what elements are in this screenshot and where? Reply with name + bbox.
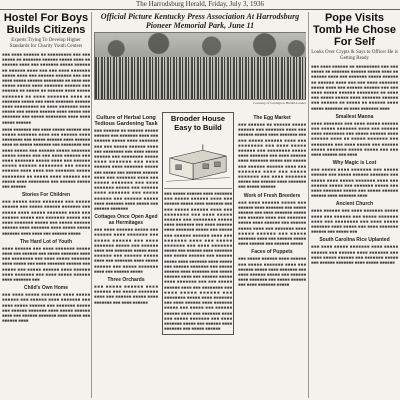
left-column [2, 12, 90, 398]
col3-subhead: Faces of Puppets [251, 249, 293, 256]
body-text-block: ■■■ ■■■■■ ■■■■ ■■■■■■■ ■■■ ■■■■■ ■■■■■■ ■■■ ■■■■■ ■■■■■■ ■■■■■■■ ■■■ ■■■■■ ■■■■ ■■■■■ ■■■■■■■ ■■■■ ■■■ ■■■■■■ ■■■■■ ■■■ ■■■■■■■ ■■■■■ ■■■ ■■■■ ■■■■■■■ ■■■■■ ■■■ ■■■■■ ■■■■■■ ■■■■■■ ■■■■ ■■■■■■■ ■■■■ [311, 167, 398, 199]
body-text-block: ■■■ ■■■■■■ ■■ ■■■■■■ ■■■■■ ■■■■■■ ■■■ ■■■■■■■ ■■■■ ■■■ ■■■■■■ ■■■■■ ■■■■ ■■■■■■■ ■■■ ■■■ ■■■■■ ■■■■■■ ■■■■ ■■■ ■■■■■■■■ ■■■ ■■■■ ■■■■■ ■■■■■■ ■■■ ■■■■■■■■ ■■■■■ ■■■■ ■■■■■■■ ■■■ ■■■■ ■■■■■■ ■■■■ ■■■■■■■ ■■■■■ ■■■ ■■■■■ ■■■ ■■■■■■ ■■■■■■ ■■■■ ■■■ ■■■■■■■ ■■■■ ■■■ ■■■■■ ■■■■■■■ ■■■ ■■■■ ■■■■■■■ ■■■■■ ■■■ ■■■■■■ ■■■■ ■■■■■■■ ■■■ ■■■■■ ■■■■■■ ■■■ ■■■■■■ ■■■■■ ■■■■ ■■■■■■■ ■■■■ ■■■■■ ■■■ ■■■■■■ ■■■■■■■ [94, 128, 158, 212]
right-headline: Pope Visits Tomb He Chose For Self [313, 12, 396, 48]
photo-crowd [95, 57, 306, 99]
body-text-block: ■■■ ■■■■ ■■■■■ ■■■■■■■ ■■■■ ■■■■■ ■■■■■■ ■■■ ■■■■■■ ■■■■ ■■■■■■■ ■■■ ■■■■ ■■■■■ ■■■■■■ ■■■ ■■■■■■■ ■■■■■ ■■■ ■■■■■■ ■■■■■■■ ■■■■ ■■■■■ ■■■■■■ ■■■■ ■■■ ■■■■■■ ■■■■■■■ ■■■■ ■■■■■ ■■■ ■■■■■■ ■■■■ [2, 292, 90, 324]
body-text-block: ■■■ ■■■■■■ ■■ ■■■■■■ ■■■■■ ■■■■■■ ■■■ ■■■■■■■ ■■■■ ■■■ ■■■■■■ ■■■■■ ■■■■ ■■■■■■■ ■■■ ■■■ ■■■■■ ■■■■■■ ■■■■ ■■■ ■■■■■■■■ ■■■ ■■■■ ■■■■■ ■■■■■■ ■■■ ■■■■■■■■ ■■■■■ ■■■■ ■■■■■■■ ■■■ ■■■■ ■■■■■■ ■■■■ ■■■■■■■ ■■■■■ ■■■ ■■■■■ ■■■ ■■■■■■ ■■■■■■ ■■■■ ■■■ ■■■■■■■ ■■■■ ■■■ ■■■■■ ■■■■■■■ ■■■ ■■■■ ■■■■■■■ ■■■■■ ■■■ ■■■■■■ ■■■■ ■■■■■■■ ■■■ ■■■■■ ■■■■■■ [238, 122, 306, 190]
col1-headline: Culture of Herbal Long Tedious Gardening Task [94, 115, 158, 127]
box-divider [164, 188, 232, 189]
body-text-block: ■■■ ■■■■ ■■■■■■ ■■ ■■■■■■■■■ ■■■ ■■■ ■■■■■ ■■ ■■■■■■■ ■■■■■■ ■■■■■ ■■■■ ■■ ■■■■■■ ■■■■ ■■■ ■■■■■■■ ■■■■■ ■■■■■■ ■■ ■■■■■■ ■■■■ ■■■ ■■■ ■■■■ ■■■■■■■ ■■■■■ ■■■■ ■■■ ■■■■■■ ■■■■■■ ■■■ ■■■ ■■■■ ■■■■■ ■■■■■■ ■■■■■■■■ ■■ ■■■■ ■■■ ■■■■■ ■■■■■ ■■■■ ■■■■■■■ ■■■■■■ ■■■ ■■■■■■ ■■ ■■■■■ ■■ ■■■■■■ ■■■■ ■■■■■ ■■■■■■■ ■■ ■■■■ ■■■■■■■ ■■■■ [311, 64, 398, 111]
right-subhead: South Carolina Rice Uplanted [319, 237, 390, 244]
body-text-block: ■■■ ■■■■ ■■■■■■ ■■ ■■■■■■■■■ ■■■ ■■■ ■■■■■ ■■ ■■■■■■■ ■■■■■■ ■■■■■ ■■■■ ■■ ■■■■■■ ■■■■ ■■■ ■■■■■■■ ■■■■■ ■■■■■■ ■■ ■■■■■■ ■■■■ ■■■ ■■■ ■■■■ ■■■■■■■ ■■■■■ ■■■■ ■■■ ■■■■■■ ■■■■■■ ■■■ ■■■ ■■■■ ■■■■■ ■■■■■■ ■■■■■■■■ ■■ ■■■■ ■■■ ■■■■■ ■■■■■ ■■■■ ■■■■■■■ ■■■■■■ ■■■ ■■■■■■ ■■ ■■■■■ ■■ ■■■■■■ ■■■■ ■■■■■ ■■■■■■■ ■■ ■■■■ ■■■■■■■ ■■■■ ■■ ■■■■■■■ ■■■■■ ■■■ ■■■■ ■■■■■■■ ■■■■■■ ■■■■ ■■■■■■■■■ ■■ ■■■■ ■■■■■■■ ■■■■ ■■■■■ ■■■ ■■■■■ ■■■■■■ ■■■■ ■■■■■ ■■■ ■■■■■■■ ■■■ ■■■■■ ■■■■■■■■ ■■■■ ■■■■ ■■■■■ ■■■■■■ [2, 52, 90, 125]
left-subhead: Child's Own Home [24, 285, 68, 292]
body-text-block: ■■■■ ■■■■■■ ■■■ ■■■■ ■■■■■■■ ■■■■■ ■■■■ ■■■ ■■■■■■ ■■■ ■■■■■ ■■■■■■■ ■■■■ ■■■ ■■■■■■■■ ■■■ ■■■■ ■■■■■ ■■■■■■■ ■■■■ ■■■■■ ■■■ ■■■■ ■■■■■■■ ■■■■■■ ■■■ ■■■■■ ■■■ ■■■■■ ■■■■■■ ■■■■ ■■■■■■ ■■■■ ■■■■■■■ ■■■ ■■■■ ■■■■■ ■■■■■■ ■■■■ ■■■■■■■ ■■■ [2, 245, 90, 282]
col1-subhead: Cottages Once Open Aged as Hermitages [94, 214, 158, 227]
center-col-3 [238, 112, 306, 398]
center-inner-columns [94, 112, 306, 398]
body-text-block: ■■■ ■■■■■ ■■■■ ■■■■■■■ ■■■ ■■■■■ ■■■■■■ ■■■ ■■■■■ ■■■■■■ ■■■■■■■ ■■■ ■■■■■ ■■■■ ■■■■■ ■■■■■■■ ■■■■ ■■■ ■■■■■■ ■■■■■ ■■■ ■■■■■■■ ■■■■■ ■■■ ■■■■ ■■■■■■■ ■■■■■ ■■■ ■■■■■ ■■■■■■ ■■■■■■ ■■■■ ■■■■■■■ ■■■■ ■■■■■ ■■■■■ ■■■■■■■ ■■■■ ■■■■ ■■■ ■■■■■■ ■■■■■ [2, 199, 90, 236]
masthead: The Harrodsburg Herald, Friday, July 3, 1936 [0, 0, 400, 10]
center-col-1 [94, 112, 158, 398]
body-text-block: ■■■ ■■■■■ ■■■■■■ ■■■■ ■■■■■■ ■■■ ■■■■■ ■■■■■■■ ■■■■ ■■■ ■■■■■■ ■■■■■ ■■■■ ■■■■■■■ ■■■ ■■■■ ■■■■■■ [94, 284, 158, 305]
body-text-block: ■■■ ■■■■ ■■■■■ ■■■■■■■ ■■■■ ■■■■■ ■■■■■■ ■■■ ■■■■■■ ■■■■ ■■■■■■■ ■■■ ■■■■ ■■■■■ ■■■■■■ ■■■ ■■■■■■■ ■■■■■ ■■■ ■■■■■■ ■■■■■■■ ■■■■ ■■■■■ ■■■■■■ [311, 244, 398, 266]
body-text-block: ■■■ ■■■■ ■■■■■■ ■■■■■ ■■■ ■■■■■■ ■■■■ ■■■■■■■ ■■■ ■■■■■ ■■■■■■ ■■■ ■■■■ ■■■■■■■ ■■■■■ ■■■ ■■■■■■ ■■■■ ■■■ ■■■■■■■ ■■■■■ ■■■■ ■■■■■■ ■■■ ■■■■■■ ■■■■■ ■■■■ ■■■ ■■■■■■■ ■■■■ ■■■■■ ■■■■■■ ■■■ ■■■■■ ■■■■■■■ ■■■■ ■■■ ■■■■■■ ■■■■■ ■■■■ ■■■■■■ ■■■ ■■■■■■ ■■■■■ [238, 199, 306, 247]
center-col-2 [162, 112, 234, 398]
right-subhead: Why Magic is Lost [332, 160, 377, 167]
column-rule [308, 12, 309, 398]
column-rule [91, 12, 92, 398]
col1-subhead: Three Orchards [107, 277, 145, 284]
photo-title: Official Picture Kentucky Press Association At Harrodsburg Pioneer Memorial Park, June 11 [100, 12, 300, 30]
col3-subhead: Work of Fresh Breeders [243, 192, 301, 199]
body-text-block: ■■■■ ■■■■■■■ ■■■ ■■■■ ■■■■■ ■■■■■■ ■■■ ■■■■■ ■■■■■■■ ■■■■ ■■■ ■■■■■■ ■■■■ ■■■■■■■■ ■■■ ■■■■■ ■■■■■■ ■■■■ ■■■■■■ ■■■■ ■■ ■■■■■ ■■■■■■■ ■■■ ■■■■■■■■ ■■■ ■■■■ ■■■■■ ■■■ ■■■■■■ ■■■■■ ■■■■■■■ ■■■■■ ■■■■■ ■■■ ■■■ ■■■■ ■■■■■■ ■■■ ■■■■ ■■■■■■■ ■■■■■ ■■■■ ■■■ ■■■■■■ ■■■■■ ■■■■■■ ■■■■■■■■ ■■■ ■■■■■ ■■■■■■ ■■■■ ■■■■ ■■■ ■■■■■■■ ■■■■■ ■■■■■■■■ ■■ ■■■■■ ■■■■ ■■■■■■ ■■■ ■■■■■ ■■■■ ■■■■■■■■ ■■■ ■■■■■■ ■■■■■ ■■■ ■■■■■■ [2, 126, 90, 190]
body-text-block: ■■■ ■■■■■ ■■■■■■ ■■■■ ■■■■■■ ■■■ ■■■■■ ■■■■■■■ ■■■■ ■■■ ■■■■■■ ■■■■■ ■■■■ ■■■■■■■ ■■■ ■■■■ ■■■■■■ ■■■■■ ■■■ ■■■■■■ ■■■■ ■■■■■■■ ■■■ ■■■■■ ■■■■■■ ■■■ ■■■■ ■■■■■■■ ■■■■■ [238, 256, 306, 288]
right-subhead: Ancient Church [335, 201, 374, 208]
body-text-block: ■■■■ ■■■■■■■ ■■■ ■■■■ ■■■■■ ■■■■■■ ■■■ ■■■■■ ■■■■■■■ ■■■■ ■■■ ■■■■■■ ■■■■ ■■■■■■■■ ■■■ ■■■■■ ■■■■■■ ■■■■ ■■■■■■ ■■■■ ■■ ■■■■■ ■■■■■■■ ■■■ ■■■■■■■■ ■■■ ■■■■ ■■■■■ ■■■ ■■■■■■ ■■■■■ ■■■■■■■ ■■■■■ ■■■■■ ■■■ ■■■ ■■■■ ■■■■■■ ■■■ ■■■■ [311, 120, 398, 158]
body-text-block: ■■■ ■■■■■ ■■■■■■ ■■■■ ■■■■■■■ ■■■ ■■■■■ ■■■■■■ ■■■■ ■■■ ■■■■■■ ■■■■■ ■■■■ ■■■■■■■ ■■■ ■■■ ■■■■■ ■■■■■■ ■■■■ ■■■ ■■■■■■■■ ■■■ ■■■■ ■■■■■ ■■■■■■ ■■■ ■■■■■■■■ ■■■■■ ■■■■ ■■■■■■■ ■■■ ■■■■ ■■■■■■ ■■■■ ■■■■■■■ ■■■■■ ■■■ ■■■■■ ■■■ ■■■■■■ ■■■■■■ ■■■■ ■■■ ■■■■■■■ ■■■■ ■■■ ■■■■■ ■■■■■■■ ■■■ ■■■■ ■■■■■■■ ■■■■■ ■■■ ■■■■■■ ■■■■ ■■■■■■■ ■■■ ■■■■■ ■■■■■■ ■■■ ■■■■■■ ■■■■■ ■■■■ ■■■■■■■ ■■■■ ■■■■■ ■■■ ■■■■■■ ■■■■■■■ ■■■ ■■■■■ ■■■■■■ ■■■■ ■■■■■■■ ■■■ ■■■■■ ■■■■■■ ■■■■ ■■■ ■■■■■■ ■■■■■ ■■■■ ■■■■■■■ ■■■ ■■■ ■■■■■ ■■■■■■ ■■■■ ■■■ ■■■■■■■■ ■■■ ■■■■ ■■■■■ ■■■■■■ ■■■ ■■■■■■■■ ■■■■■ ■■■■ ■■■■■■■ ■■■ ■■■■ ■■■■■■ ■■■■ ■■■■■■■ ■■■■■ ■■■ ■■■■■ ■■■ ■■■■■■ ■■■■■■ ■■■■ ■■■ ■■■■■■■ ■■■■ ■■■ ■■■■■ ■■■■■■■ ■■■ ■■■■ ■■■■■■■ ■■■■■ ■■■ ■■■■■■ ■■■■ ■■■■■■■ ■■■ ■■■■■ ■■■■■■ [164, 191, 232, 332]
left-headline: Hostel For Boys Builds Citizens [3, 12, 89, 36]
left-subhead: The Hard Lot of Youth [19, 238, 73, 245]
body-text-block: ■■■ ■■■■ ■■■■■■ ■■■■■ ■■■ ■■■■■■ ■■■■ ■■■■■■■ ■■■ ■■■■■ ■■■■■■ ■■■ ■■■■ ■■■■■■■ ■■■■■ ■■■ ■■■■■■ ■■■■ ■■■ ■■■■■■■ ■■■■■ ■■■■ ■■■■■■ ■■■ ■■■■■■ ■■■■■ ■■■■ ■■■ ■■■■■■■ ■■■■ ■■■■■ ■■■■■■ ■■■ ■■■■■ ■■■■■■■ ■■■■ ■■■ ■■■■■■ ■■■■■ [94, 227, 158, 274]
right-subhead: Smallest Manna [335, 113, 374, 120]
center-section [94, 12, 306, 398]
right-column [311, 12, 398, 398]
photo-trees [95, 33, 306, 59]
group-photo [94, 32, 306, 100]
body-text-block: ■■■■ ■■■■■■ ■■■ ■■■■ ■■■■■■■ ■■■■■ ■■■■ ■■■ ■■■■■■ ■■■ ■■■■■ ■■■■■■■ ■■■■ ■■■ ■■■■■■■■ ■■■ ■■■■ ■■■■■ ■■■■■■■ ■■■■ ■■■■■ ■■■ ■■■■ ■■■■■■■ ■■■■■■ ■■■ ■■■■■ ■■■ [311, 208, 398, 235]
right-deck: Looks Over Crypts & Says to Officer He is Getting Ready [311, 50, 398, 61]
photo-credit: Courtesy of Lexington Herald-Leader [253, 101, 306, 105]
brooder-house-headline: Brooder House Easy to Build [170, 114, 226, 132]
brooder-house-box [162, 112, 234, 335]
left-deck: Experts Trying To Develop Higher Standards for Charity Youth Centers [9, 38, 83, 49]
left-subhead: Stories For Children [21, 192, 71, 199]
col3-headline: The Egg Market [253, 115, 291, 121]
brooder-house-illustration-icon [164, 132, 232, 186]
